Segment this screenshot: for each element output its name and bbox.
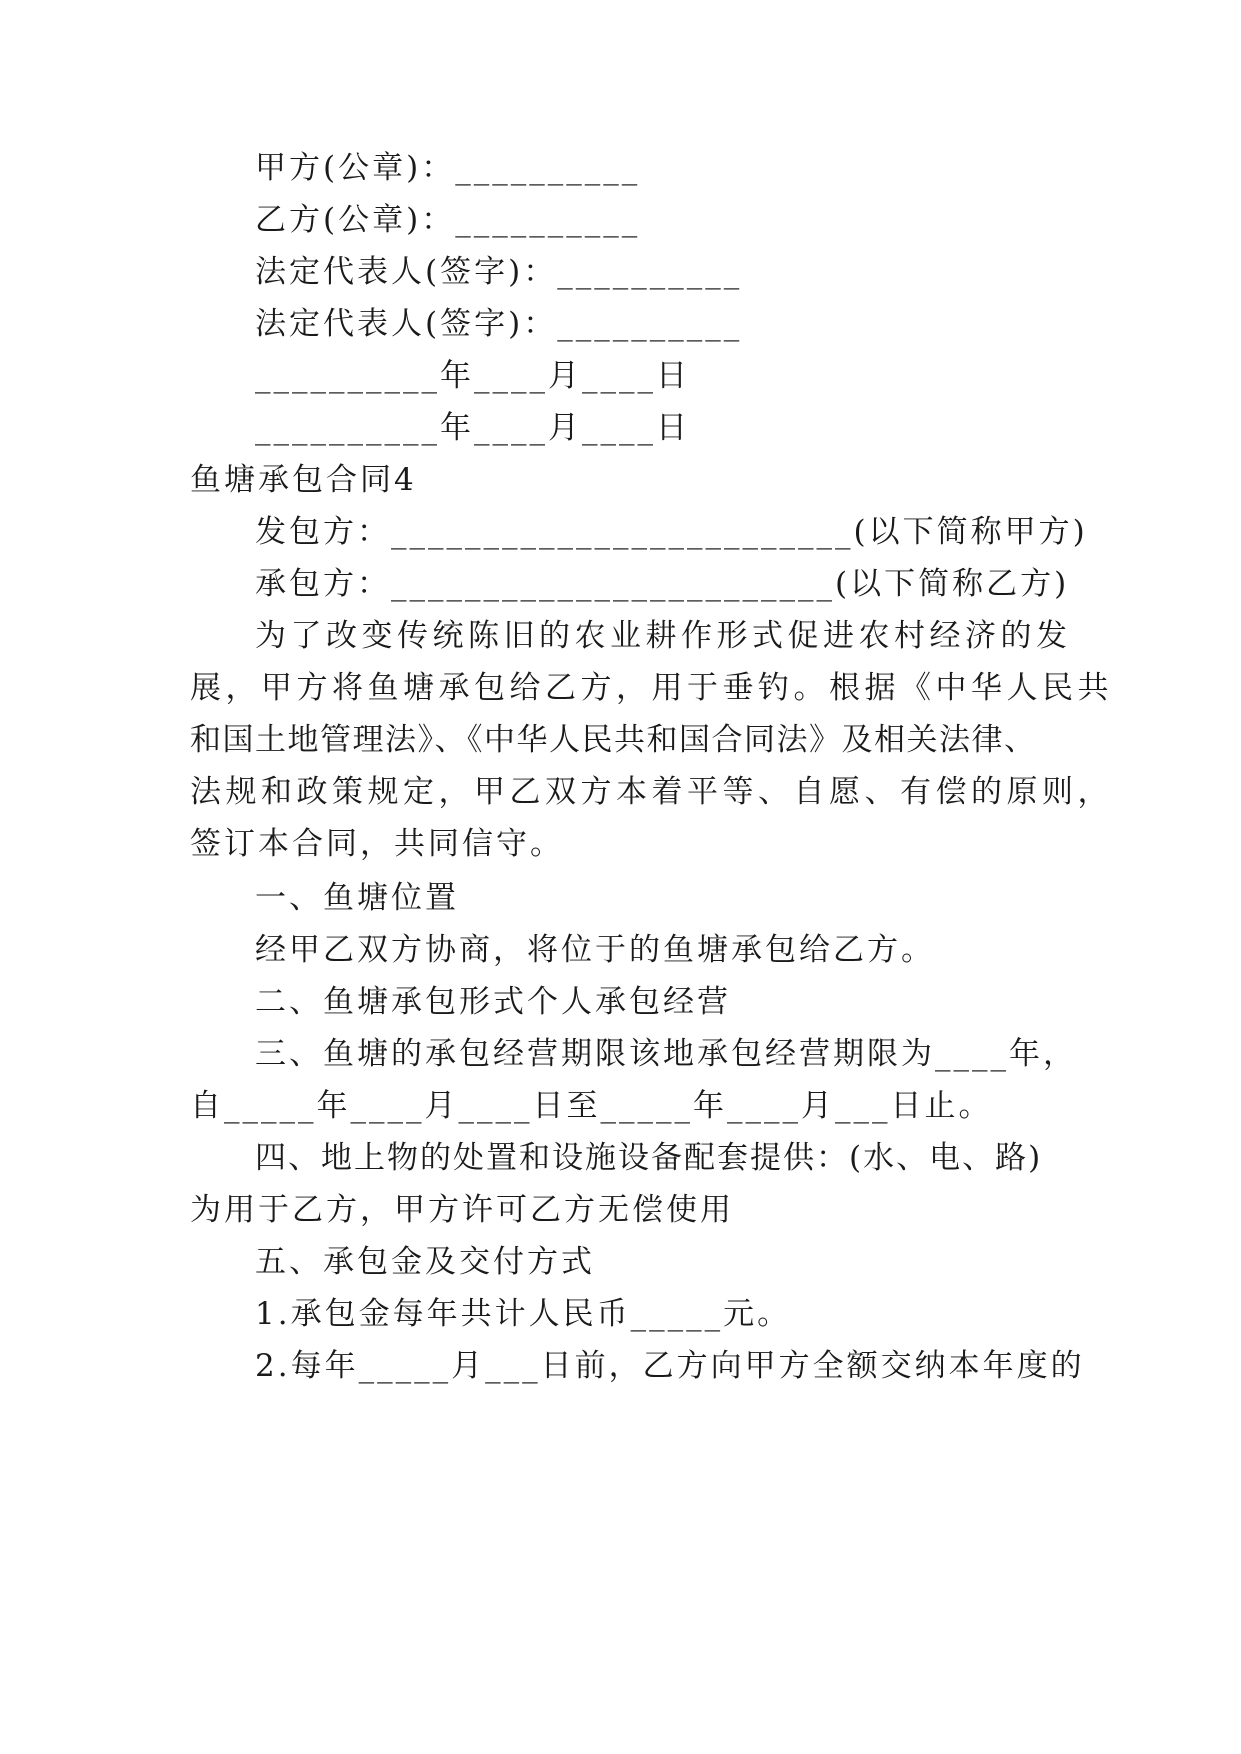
section-4-line-2: 为用于乙方，甲方许可乙方无偿使用 bbox=[190, 1192, 734, 1228]
party-b-seal-line: 乙方(公章)：__________ bbox=[255, 202, 641, 238]
contract-title: 鱼塘承包合同4 bbox=[190, 462, 417, 498]
section-5-title: 五、承包金及交付方式 bbox=[255, 1244, 595, 1280]
section-5-item-1: 1.承包金每年共计人民币_____元。 bbox=[255, 1296, 792, 1332]
preamble-line-4: 法规和政策规定，甲乙双方本着平等、自愿、有偿的原则， bbox=[190, 774, 1113, 810]
party-a-seal-line: 甲方(公章)：__________ bbox=[255, 150, 641, 186]
section-1-text: 经甲乙双方协商，将位于的鱼塘承包给乙方。 bbox=[255, 932, 935, 968]
section-4-line-1: 四、地上物的处置和设施设备配套提供：(水、电、路) bbox=[255, 1140, 1043, 1176]
contractor-party-line: 承包方：________________________(以下简称乙方) bbox=[255, 566, 1070, 602]
section-1-title: 一、鱼塘位置 bbox=[255, 880, 459, 916]
legal-rep-signature-line-1: 法定代表人(签字)：__________ bbox=[255, 254, 743, 290]
section-5-item-2: 2.每年_____月___日前，乙方向甲方全额交纳本年度的 bbox=[255, 1348, 1085, 1384]
signature-date-line-2: __________年____月____日 bbox=[255, 410, 690, 446]
preamble-line-1: 为了改变传统陈旧的农业耕作形式促进农村经济的发 bbox=[255, 618, 1072, 654]
signature-date-line-1: __________年____月____日 bbox=[255, 358, 690, 394]
section-2-title: 二、鱼塘承包形式个人承包经营 bbox=[255, 984, 731, 1020]
preamble-line-3: 和国土地管理法》、《中华人民共和国合同法》及相关法律、 bbox=[190, 722, 1037, 758]
issuer-party-line: 发包方：_________________________(以下简称甲方) bbox=[255, 514, 1088, 550]
section-3-line-1: 三、鱼塘的承包经营期限该地承包经营期限为____年， bbox=[255, 1036, 1077, 1072]
section-3-line-2: 自_____年____月____日至_____年____月___日止。 bbox=[190, 1088, 993, 1124]
legal-rep-signature-line-2: 法定代表人(签字)：__________ bbox=[255, 306, 743, 342]
preamble-line-5: 签订本合同，共同信守。 bbox=[190, 826, 564, 862]
preamble-line-2: 展，甲方将鱼塘承包给乙方，用于垂钓。根据《中华人民共 bbox=[190, 670, 1113, 706]
